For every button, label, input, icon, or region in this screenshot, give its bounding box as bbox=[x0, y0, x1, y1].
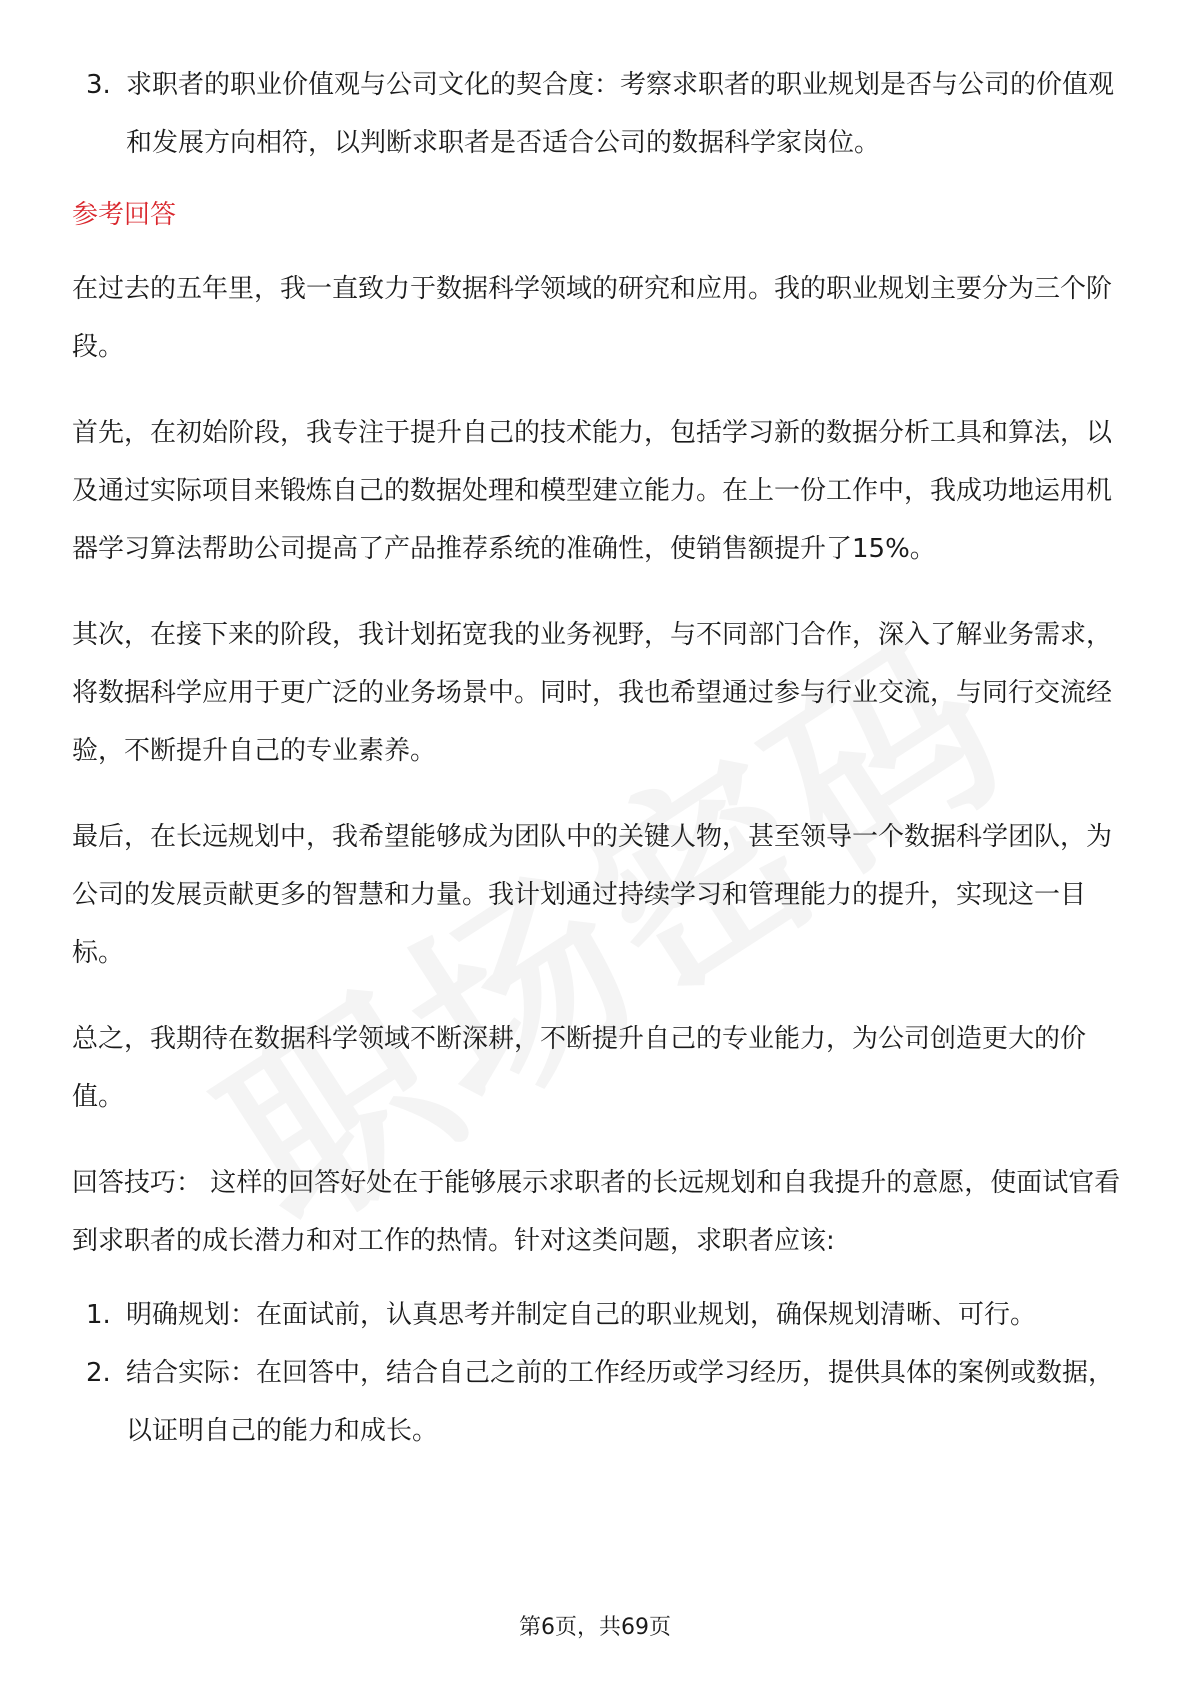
list-number: 2. bbox=[86, 1358, 111, 1388]
list-item-text: 求职者的职业价值观与公司文化的契合度：考察求职者的职业规划是否与公司的价值观和发展方向相符，以判断求职者是否适合公司的数据科学家岗位。 bbox=[126, 70, 1115, 158]
list-number: 1. bbox=[86, 1300, 111, 1330]
answer-paragraph-3: 其次，在接下来的阶段，我计划拓宽我的业务视野，与不同部门合作，深入了解业务需求，将数据科学应用于更广泛的业务场景中。同时，我也希望通过参与行业交流，与同行交流经验，不断提升自己的专业素养。 bbox=[72, 620, 1113, 766]
list-number: 3. bbox=[86, 70, 111, 100]
tip-item-1 bbox=[72, 1286, 1122, 1344]
criteria-item-3 bbox=[72, 56, 1122, 172]
page-footer: 第6页，共69页 bbox=[519, 1615, 671, 1640]
tips-intro: 回答技巧： 这样的回答好处在于能够展示求职者的长远规划和自我提升的意愿，使面试官看到求职者的成长潜力和对工作的热情。针对这类问题，求职者应该: bbox=[72, 1168, 1121, 1256]
page-content bbox=[72, 56, 1122, 1460]
answer-paragraph-1: 在过去的五年里，我一直致力于数据科学领域的研究和应用。我的职业规划主要分为三个阶段。 bbox=[72, 274, 1113, 362]
answer-paragraph-2: 首先，在初始阶段，我专注于提升自己的技术能力，包括学习新的数据分析工具和算法，以及通过实际项目来锻炼自己的数据处理和模型建立能力。在上一份工作中，我成功地运用机器学习算法帮助公司提高了产品推荐系统的准确性，使销售额提升了15%。 bbox=[72, 418, 1113, 564]
answer-heading: 参考回答 bbox=[72, 200, 177, 230]
answer-paragraph-4: 最后，在长远规划中，我希望能够成为团队中的关键人物，甚至领导一个数据科学团队，为公司的发展贡献更多的智慧和力量。我计划通过持续学习和管理能力的提升，实现这一目标。 bbox=[72, 822, 1113, 968]
tip-item-2 bbox=[72, 1344, 1122, 1460]
list-item-text: 结合实际：在回答中，结合自己之前的工作经历或学习经历，提供具体的案例或数据，以证明自己的能力和成长。 bbox=[126, 1358, 1115, 1446]
list-item-text: 明确规划：在面试前，认真思考并制定自己的职业规划，确保规划清晰、可行。 bbox=[126, 1300, 1037, 1330]
answer-paragraph-5: 总之，我期待在数据科学领域不断深耕，不断提升自己的专业能力，为公司创造更大的价值。 bbox=[72, 1024, 1087, 1112]
